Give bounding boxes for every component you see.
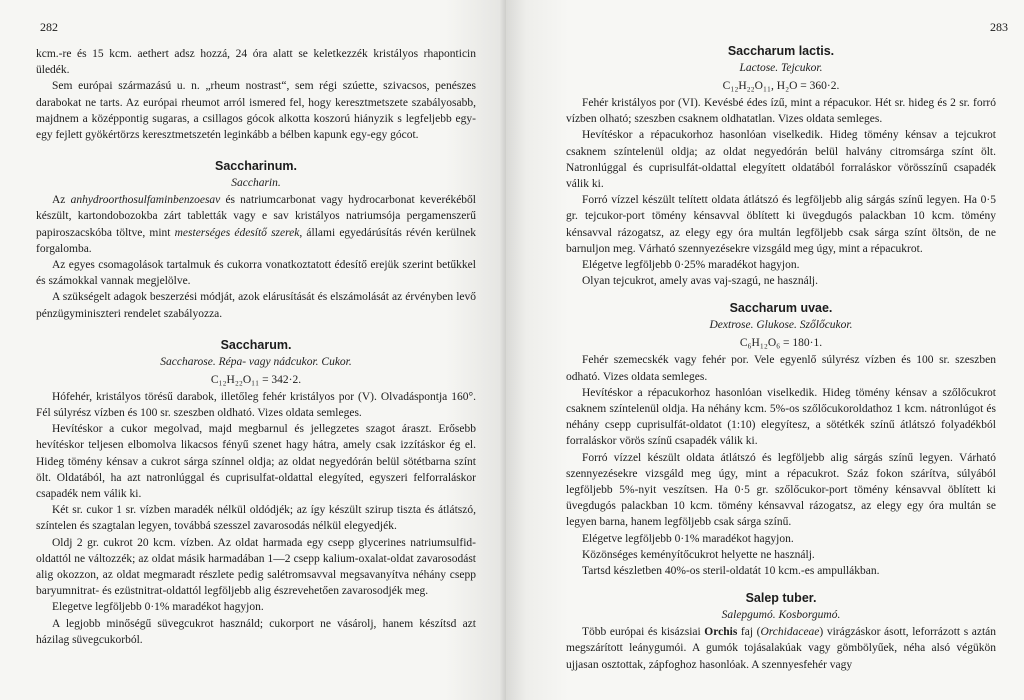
paragraph: Az anhydroorthosulfaminbenzoesav és natriumcarbonat vagy hydrocarbonat keverékéből készült, kartondobozokba zárt tabletták vagy e sav kristályos natriumsója pergamenszerű papiroszacskóba töltve, mint mesterséges édesítő szerek, állami egyedárúsítás révén kerülnek forgalomba. <box>36 194 476 255</box>
section-title-saccharum-uvae: Saccharum uvae. <box>729 301 833 316</box>
paragraph: Több európai és kisázsiai Orchis faj (Orchidaceae) virágzáskor ásott, leforrázott s aztán megszárított leánygumói. A gumók tojásalakúak vagy gömbölyűek, néha alsó végükön ujjasan osztottak, zápfoghoz hasonlóak. A szennyesfehér vagy <box>566 626 997 671</box>
section-title-saccharum: Saccharum. <box>220 337 292 352</box>
paragraph: Hevítéskor a répacukorhoz hasonlóan viselkedik. Hideg tömény kénsav a tejcukrot csaknem színtelenül oldja; az oldat negyedórán belül halvány citromsárga színt ölt. Natronlúggal és cuprisulfát-oldattal elegyített oldatából forraláskor vörösszínű csapadék válik ki. <box>566 129 996 191</box>
paragraph: kcm.-re és 15 kcm. aethert adsz hozzá, 24 óra alatt se keletkezzék kristályos rhaponticin üledék. <box>36 48 476 77</box>
paragraph: Hevítéskor a cukor megolvad, majd megbarnul és jellegzetes szagot áraszt. Erősebb hevítéskor teljesen elbomolva likacsos fényű szenet hagy hátra, amely csak izzításkor ég el. Hideg tömény kénsav a cukrot sárga színnel oldja; az oldat negyedórán belül sötétbarna színt ölt. Oldatából, ha azt natronlúggal és cuprisulfat-oldattal elegyíted, egyszeri felforraláskor csapadék nem válik ki. <box>36 423 476 501</box>
paragraph: Fehér szemecskék vagy fehér por. Vele egyenlő súlyrész vízben és 100 sr. szeszben odható. Vizes oldata semleges. <box>566 354 996 383</box>
paragraph: Forró vízzel készült telített oldata átlátszó és legföljebb alig sárgás színű legyen. Ha 0·5 gr. tejcukor-port tömény kénsavval öblített ki üvegdugós palackban 10 kcm. tömény kénsavval rázogatsz, az elegy egy óra multán legföljebb csak sárga színt öltsön, de ne barnuljon meg. Várható szennyezésekre vizsgáld meg úgy, mint a répacukrot. <box>566 194 996 255</box>
paragraph: Tartsd készletben 40%-os steril-oldatát 10 kcm.-es ampullákban. <box>582 565 880 578</box>
chemical-formula: C₁₂H₂₂O₁₁, H₂O = 360·2. <box>722 80 840 92</box>
section-title-saccharinum: Saccharinum. <box>215 159 297 174</box>
paragraph: Elégetve legföljebb 0·1% maradékot hagyjon. <box>582 532 794 545</box>
left-text-column <box>36 46 476 648</box>
section-subtitle: Salepgumó. Kosborgumó. <box>721 609 841 622</box>
section-subtitle: Dextrose. Glukose. Szőlőcukor. <box>709 319 853 332</box>
section-subtitle: Saccharose. Répa- vagy nádcukor. Cukor. <box>160 355 352 368</box>
paragraph: Hevítéskor a répacukorhoz hasonlóan viselkedik. Hideg tömény kénsav a szőlőcukrot csaknem színtelenül oldja. Ha néhány kcm. 5%-os szőlőcukoroldathoz 1 kcm. nátronlúgot és néhány csepp cuprisulfát-oldatot (1:10) elegyítesz, a sötétkék színű átlátszó folyadékból forraláskor vörös színű csapadék válik ki. <box>566 386 996 448</box>
paragraph: Olyan tejcukrot, amely avas vaj-szagú, ne használj. <box>582 275 818 288</box>
page-number-left: 282 <box>40 20 58 34</box>
paragraph: A legjobb minőségű süvegcukrot használd; cukorport ne vásárolj, hanem készítsd azt házilag süvegcukorból. <box>36 617 476 646</box>
paragraph: Sem európai származású u. n. „rheum nostrast“, sem régi szúette, szivacsos, penészes darabokat ne tarts. Az európai rheumot arról ismered fel, hogy keresztmetszete szabályosabb, majdnem a középpontig sugaras, a csillagos gócok alkotta koszorú hiányzik s legfeljebb egy-egy fejlett gyökértörzs keresztmetszetén leginkább a bélben kapunk egy-egy gócot. <box>36 80 476 142</box>
chemical-formula: C₆H₁₂O₆ = 180·1. <box>739 337 823 350</box>
paragraph: Forró vízzel készült oldata átlátszó és legföljebb alig sárgás színű legyen. Várható szennyezésekre vizsgáld meg úgy, mint a répacukrot. Száz fokon szárítva, súlyából legföljebb 5%-nyit veszítsen. Ha 0·5 gr. szőlőcukor-port tömény kénsavval öblített ki üvegdugós palackban 10 kcm. tömény kénsavval rázogatsz, az elegy egy óra multán se legyen barna, hanem legföljebb csak sárga színű. <box>566 451 996 529</box>
chemical-formula: C₁₂H₂₂O₁₁ = 342·2. <box>210 373 302 386</box>
left-page <box>0 0 506 700</box>
section-subtitle: Lactose. Tejcukor. <box>739 62 823 74</box>
right-text-column <box>566 42 996 673</box>
paragraph: Elegetve legföljebb 0·1% maradékot hagyjon. <box>52 601 264 614</box>
paragraph: A szükségelt adagok beszerzési módját, azok elárusítását és elszámolását az érvényben levő pénzügyminiszteri rendelet szabályozza. <box>36 291 476 320</box>
right-page <box>506 0 1024 700</box>
section-title-salep-tuber: Salep tuber. <box>745 591 817 606</box>
paragraph: Oldj 2 gr. cukrot 20 kcm. vízben. Az oldat harmada egy csepp glycerines natriumsulfid-oldattól ne változzék; az oldat másik harmadában 1—2 csepp kalium-oxalat-oldat zavarosodást alig okozzon, az oldat megmaradt részlete pedig salétromsavval megsavanyítva néhány csepp baryumnitrat- és ezüstnitrat-oldattól legföljebb alig észrevehetően zavarosodjék meg. <box>36 536 476 598</box>
page-number-right: 283 <box>990 20 1008 34</box>
section-subtitle: Saccharin. <box>231 177 281 190</box>
paragraph: Hófehér, kristályos törésű darabok, illetőleg fehér kristályos por (V). Olvadáspontja 160°. Fél súlyrész vízben és 100 sr. szeszben oldható. Vizes oldata semleges. <box>36 390 476 420</box>
paragraph: Elégetve legföljebb 0·25% maradékot hagyjon. <box>582 259 800 272</box>
paragraph: Fehér kristályos por (VI). Kevésbé édes ízű, mint a répacukor. Hét sr. hideg és 2 sr. forró vízben olható; szeszben csaknem oldhatatlan. Vizes oldata semleges. <box>566 97 996 126</box>
section-title-saccharum-lactis: Saccharum lactis. <box>727 44 835 58</box>
paragraph: Két sr. cukor 1 sr. vízben maradék nélkül oldódjék; az így készült szirup tiszta és átlátszó, színtelen és szagtalan legyen, továbbá szesszel zavarosodás nélkül elegyedjék. <box>36 504 476 533</box>
paragraph: Az egyes csomagolások tartalmuk és cukorra vonatkoztatott édesítő erejük szerint betűkkel és számokkal vannak megjelölve. <box>36 259 476 288</box>
paragraph: Közönséges keményítőcukrot helyette ne használj. <box>582 548 815 561</box>
